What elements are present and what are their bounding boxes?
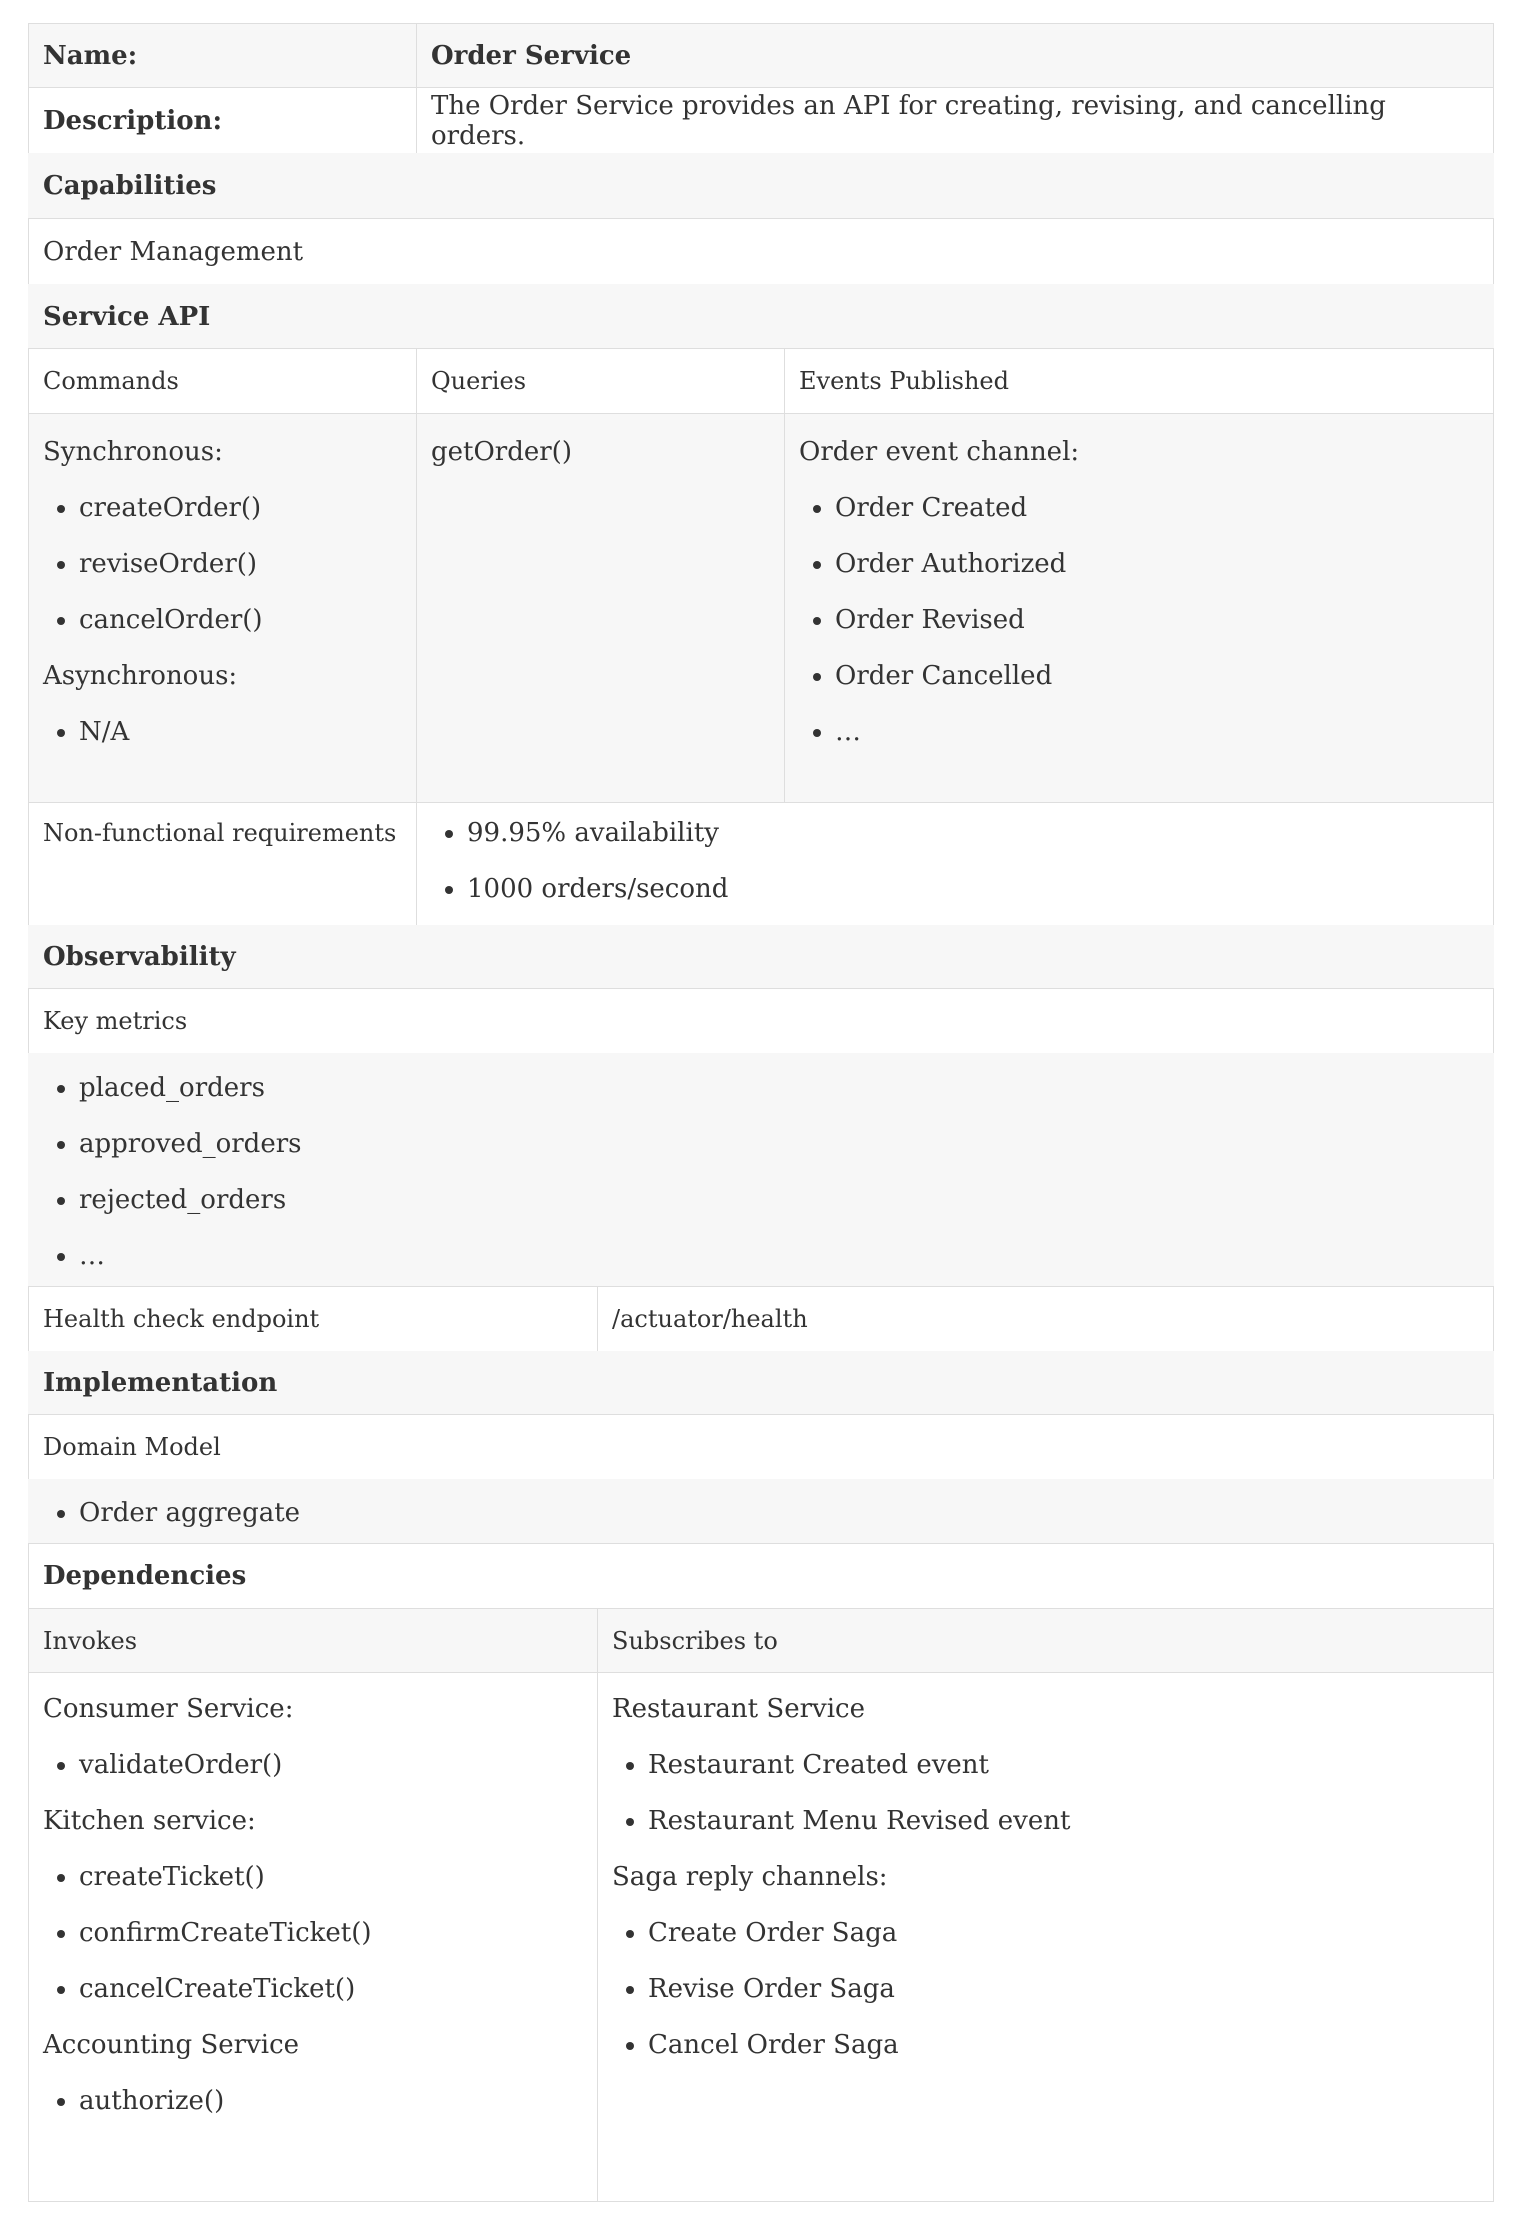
sync-label: Synchronous: (43, 436, 223, 467)
key-metrics-label: Key metrics (43, 1007, 188, 1035)
sync-list (43, 494, 402, 634)
queries-cell (416, 414, 784, 803)
service-api-heading: Service API (43, 301, 211, 332)
list-item: • Order Created (835, 494, 1479, 522)
list-item: • validateOrder() (79, 1751, 583, 1779)
domain-items-cell (29, 1480, 1493, 1544)
service-api-heading-row (28, 284, 1494, 350)
invokes-header: Invokes (43, 1626, 138, 1655)
list-item: • 99.95% availability (467, 819, 1479, 847)
events-cell (784, 414, 1493, 803)
capabilities-row (28, 218, 1494, 285)
list-item: • Order aggregate (79, 1499, 1479, 1527)
metrics-cell (29, 1054, 1493, 1287)
observability-heading-row (28, 925, 1494, 990)
restaurant-list (612, 1751, 1479, 1835)
list-item: • N/A (79, 718, 402, 746)
list-item: • rejected_orders (79, 1186, 1479, 1214)
nfr-cell (416, 803, 1493, 925)
restaurant-label: Restaurant Service (612, 1694, 865, 1724)
list-item: • createTicket() (79, 1863, 583, 1891)
nfr-label: Non-functional requirements (43, 819, 397, 847)
commands-cell (29, 414, 416, 803)
list-item: • … (835, 718, 1479, 746)
list-item: • Restaurant Menu Revised event (648, 1807, 1479, 1835)
queries-value: getOrder() (431, 436, 572, 467)
service-canvas-table (28, 24, 1494, 2202)
key-metrics-row (28, 988, 1494, 1054)
event-channel-label: Order event channel: (799, 436, 1080, 467)
name-row (28, 23, 1494, 89)
list-item: • approved_orders (79, 1130, 1479, 1158)
accounting-list (43, 2087, 583, 2115)
dependencies-body-row (28, 1672, 1494, 2202)
list-item: • placed_orders (79, 1074, 1479, 1102)
health-row (28, 1286, 1494, 1352)
service-api-body-row (28, 413, 1494, 804)
list-item: • authorize() (79, 2087, 583, 2115)
invokes-cell (29, 1673, 597, 2201)
saga-list (612, 1919, 1479, 2059)
consumer-list (43, 1751, 583, 1779)
subscribes-cell (597, 1673, 1493, 2201)
saga-label: Saga reply channels: (612, 1862, 888, 1892)
list-item: • cancelOrder() (79, 606, 402, 634)
commands-header: Commands (43, 367, 179, 395)
async-label: Asynchronous: (43, 660, 238, 691)
health-value: /actuator/health (597, 1287, 1493, 1351)
list-item: • confirmCreateTicket() (79, 1919, 583, 1947)
description-row (28, 87, 1494, 154)
list-item: • … (79, 1242, 1479, 1270)
health-label: Health check endpoint (43, 1305, 320, 1333)
nfr-row (28, 802, 1494, 926)
accounting-label: Accounting Service (43, 2030, 300, 2060)
domain-model-row (28, 1414, 1494, 1480)
domain-items-row (28, 1479, 1494, 1545)
events-header: Events Published (784, 349, 1493, 413)
nfr-list (431, 819, 1479, 903)
observability-heading: Observability (43, 942, 236, 972)
async-list (43, 718, 402, 746)
metrics-row (28, 1053, 1494, 1288)
list-item: • createOrder() (79, 494, 402, 522)
list-item: • Restaurant Created event (648, 1751, 1479, 1779)
dependencies-heading: Dependencies (43, 1561, 247, 1591)
capabilities-value: Order Management (43, 236, 304, 267)
kitchen-list (43, 1863, 583, 2003)
list-item: • Order Cancelled (835, 662, 1479, 690)
service-api-header-row (28, 348, 1494, 414)
description-label: Description: (43, 105, 223, 136)
capabilities-heading-row (28, 153, 1494, 220)
consumer-label: Consumer Service: (43, 1694, 294, 1724)
dependencies-header-row (28, 1608, 1494, 1674)
events-list (799, 494, 1479, 746)
name-value: Order Service (416, 24, 1493, 88)
implementation-heading-row (28, 1351, 1494, 1416)
list-item: • 1000 orders/second (467, 875, 1479, 903)
domain-model-label: Domain Model (43, 1433, 221, 1461)
list-item: • Order Authorized (835, 550, 1479, 578)
name-label: Name: (43, 40, 138, 71)
subscribes-header: Subscribes to (597, 1609, 1493, 1673)
list-item: • Order Revised (835, 606, 1479, 634)
description-value: The Order Service provides an API for creating, revising, and cancelling orders. (416, 88, 1493, 153)
list-item: • reviseOrder() (79, 550, 402, 578)
capabilities-heading: Capabilities (43, 171, 217, 201)
dependencies-heading-row (28, 1543, 1494, 1609)
list-item: • cancelCreateTicket() (79, 1975, 583, 2003)
implementation-heading: Implementation (43, 1368, 278, 1398)
list-item: • Create Order Saga (648, 1919, 1479, 1947)
list-item: • Cancel Order Saga (648, 2031, 1479, 2059)
kitchen-label: Kitchen service: (43, 1806, 256, 1836)
list-item: • Revise Order Saga (648, 1975, 1479, 2003)
queries-header: Queries (416, 349, 784, 413)
metrics-list (43, 1074, 1479, 1270)
domain-list (43, 1499, 1479, 1527)
